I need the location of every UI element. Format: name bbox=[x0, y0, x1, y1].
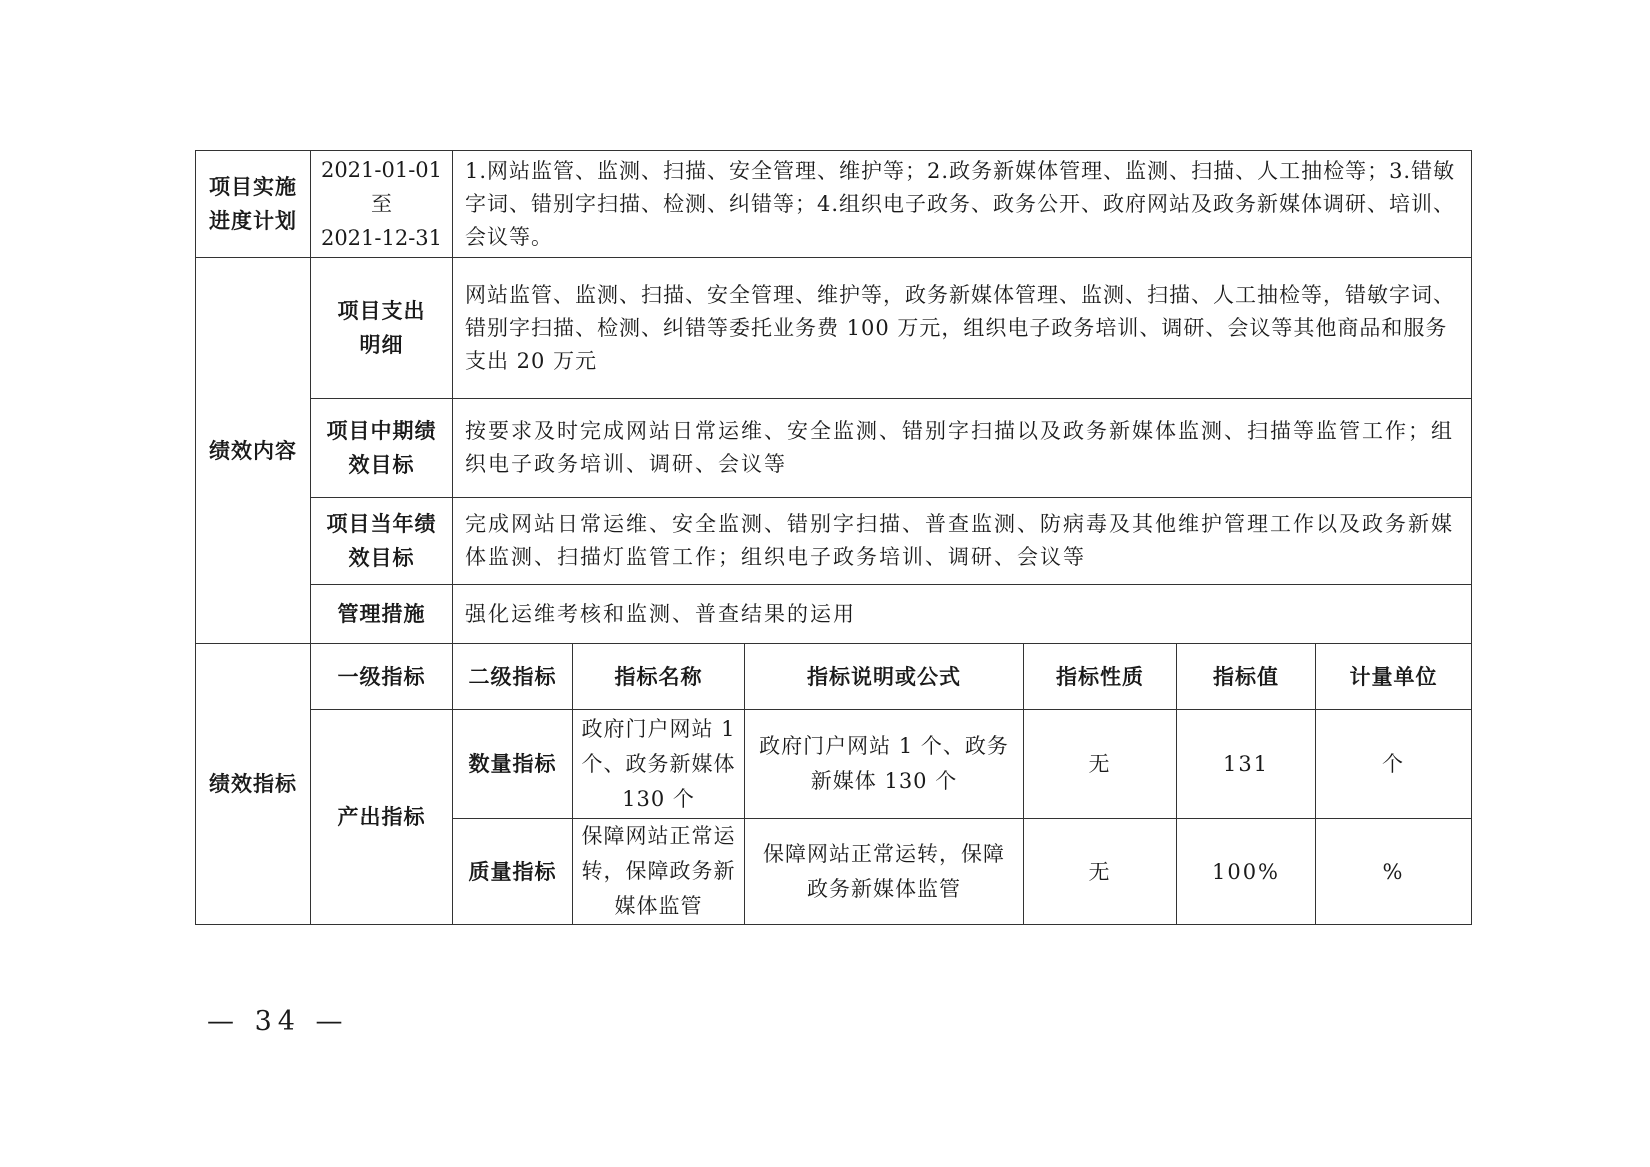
annual-goal-label bbox=[311, 498, 453, 585]
header-level1: 一级指标 bbox=[311, 644, 453, 710]
quality-name: 保障网站正常运转，保障政务新媒体监管 bbox=[573, 819, 745, 925]
quantity-unit: 个 bbox=[1316, 710, 1472, 819]
annual-goal-content: 完成网站日常运维、安全监测、错别字扫描、普查监测、防病毒及其他维护管理工作以及政务新媒体监测、扫描灯监管工作；组织电子政务培训、调研、会议等 bbox=[453, 498, 1472, 585]
management-row bbox=[196, 585, 1472, 644]
schedule-date-separator: 至 bbox=[371, 192, 392, 216]
header-level2: 二级指标 bbox=[453, 644, 573, 710]
header-unit: 计量单位 bbox=[1316, 644, 1472, 710]
midterm-goal-label-line1: 项目中期绩 bbox=[326, 419, 437, 443]
expense-detail-row bbox=[196, 258, 1472, 399]
expense-detail-label-line2: 明细 bbox=[359, 333, 404, 357]
management-label: 管理措施 bbox=[311, 585, 453, 644]
schedule-content: 1.网站监管、监测、扫描、安全管理、维护等；2.政务新媒体管理、监测、扫描、人工抽检等；3.错敏字词、错别字扫描、检测、纠错等；4.组织电子政务、政务公开、政府网站及政务新媒体调研、培训、会议等。 bbox=[453, 151, 1472, 258]
management-content: 强化运维考核和监测、普查结果的运用 bbox=[453, 585, 1472, 644]
quality-description: 保障网站正常运转，保障政务新媒体监管 bbox=[745, 819, 1024, 925]
expense-detail-label bbox=[311, 258, 453, 399]
midterm-goal-row bbox=[196, 399, 1472, 498]
schedule-label bbox=[196, 151, 311, 258]
header-name: 指标名称 bbox=[573, 644, 745, 710]
quality-unit: % bbox=[1316, 819, 1472, 925]
schedule-end-date: 2021-12-31 bbox=[320, 226, 443, 250]
expense-detail-content: 网站监管、监测、扫描、安全管理、维护等，政务新媒体管理、监测、扫描、人工抽检等，错敏字词、错别字扫描、检测、纠错等委托业务费 100 万元，组织电子政务培训、调研、会议等其他商品和服务支出 20 万元 bbox=[453, 258, 1472, 399]
schedule-dates bbox=[311, 151, 453, 258]
midterm-goal-content: 按要求及时完成网站日常运维、安全监测、错别字扫描以及政务新媒体监测、扫描等监管工作；组织电子政务培训、调研、会议等 bbox=[453, 399, 1472, 498]
header-nature: 指标性质 bbox=[1024, 644, 1177, 710]
schedule-row bbox=[196, 151, 1472, 258]
schedule-label-line1: 项目实施 bbox=[209, 175, 297, 199]
quality-nature: 无 bbox=[1024, 819, 1177, 925]
indicator-header-row bbox=[196, 644, 1472, 710]
midterm-goal-label bbox=[311, 399, 453, 498]
annual-goal-row bbox=[196, 498, 1472, 585]
header-value: 指标值 bbox=[1177, 644, 1316, 710]
level1-output-indicator: 产出指标 bbox=[311, 710, 453, 925]
level2-quality: 质量指标 bbox=[453, 819, 573, 925]
annual-goal-label-line1: 项目当年绩 bbox=[326, 512, 437, 536]
performance-content-label: 绩效内容 bbox=[196, 258, 311, 644]
table-row bbox=[196, 710, 1472, 819]
performance-table bbox=[195, 150, 1472, 925]
quantity-nature: 无 bbox=[1024, 710, 1177, 819]
annual-goal-label-line2: 效目标 bbox=[348, 546, 415, 570]
schedule-start-date: 2021-01-01 bbox=[320, 158, 443, 182]
page-number: — 34 — bbox=[207, 1006, 349, 1037]
level2-quantity: 数量指标 bbox=[453, 710, 573, 819]
indicators-label: 绩效指标 bbox=[196, 644, 311, 925]
schedule-label-line2: 进度计划 bbox=[209, 209, 297, 233]
quality-value: 100% bbox=[1177, 819, 1316, 925]
header-description: 指标说明或公式 bbox=[745, 644, 1024, 710]
quantity-name: 政府门户网站 1 个、政务新媒体 130 个 bbox=[573, 710, 745, 819]
quantity-value: 131 bbox=[1177, 710, 1316, 819]
quantity-description: 政府门户网站 1 个、政务新媒体 130 个 bbox=[745, 710, 1024, 819]
midterm-goal-label-line2: 效目标 bbox=[348, 453, 415, 477]
expense-detail-label-line1: 项目支出 bbox=[337, 299, 426, 323]
